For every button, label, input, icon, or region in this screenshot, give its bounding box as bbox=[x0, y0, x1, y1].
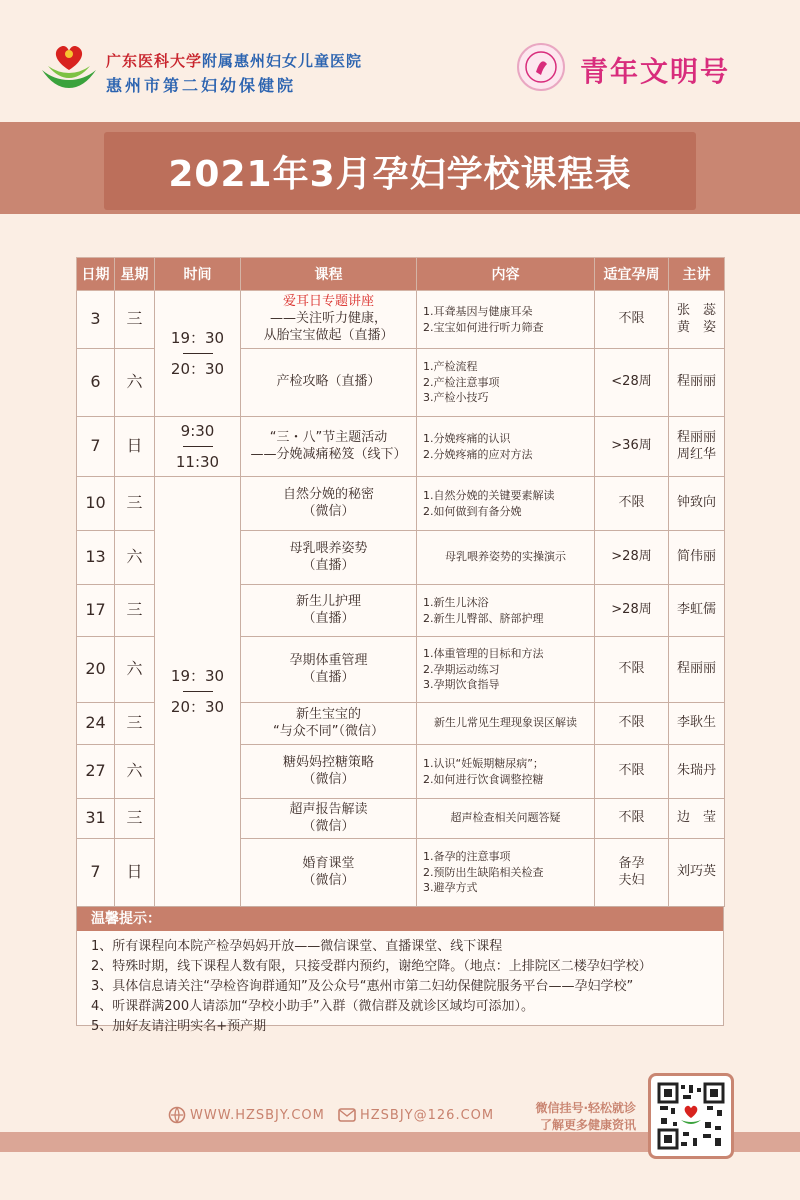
content-line: 2.新生儿臀部、脐部护理 bbox=[423, 611, 544, 625]
row-course bbox=[241, 637, 417, 703]
content-line: 2.如何做到有备分娩 bbox=[423, 504, 522, 518]
course-line: （直播） bbox=[302, 557, 355, 573]
row-week: 不限 bbox=[595, 799, 669, 839]
course-line: 孕期体重管理 bbox=[289, 652, 368, 668]
hospital-name-line1: 广东医科大学附属惠州妇女儿童医院 bbox=[106, 52, 363, 70]
row-speaker bbox=[669, 531, 725, 585]
row-week: 不限 bbox=[595, 637, 669, 703]
slogan-line: 了解更多健康资讯 bbox=[539, 1118, 636, 1132]
tips-panel bbox=[76, 906, 724, 1034]
row-date: 6 bbox=[77, 349, 115, 417]
time-dash bbox=[183, 353, 213, 354]
course-line: 产检攻略（直播） bbox=[276, 374, 381, 390]
time-end: 11:30 bbox=[175, 453, 220, 471]
tip-item: 4、听课群满200人请添加“孕校小助手”入群（微信群及就诊区域均可添加）。 bbox=[91, 999, 535, 1014]
time-dash bbox=[183, 691, 213, 692]
course-line: （微信） bbox=[302, 771, 355, 787]
time-end: 20：30 bbox=[170, 360, 225, 378]
content-line: 新生儿常见生理现象误区解读 bbox=[434, 716, 577, 730]
row-date: 7 bbox=[77, 839, 115, 907]
content-line: 1.分娩疼痛的认识 bbox=[423, 431, 511, 445]
row-weekday: 三 bbox=[115, 477, 155, 531]
header-date: 日期 bbox=[77, 258, 115, 291]
row-course bbox=[241, 531, 417, 585]
row-speaker bbox=[669, 839, 725, 907]
row-content bbox=[417, 477, 595, 531]
row-date: 3 bbox=[77, 291, 115, 349]
row-date: 31 bbox=[77, 799, 115, 839]
row-week: 不限 bbox=[595, 745, 669, 799]
row-course bbox=[241, 417, 417, 477]
row-speaker bbox=[669, 291, 725, 349]
header-content: 内容 bbox=[417, 258, 595, 291]
row-course bbox=[241, 745, 417, 799]
course-highlight: 爱耳日专题讲座 bbox=[282, 294, 374, 310]
email-link[interactable]: HZSBJY@126.COM bbox=[360, 1108, 495, 1123]
table-row bbox=[77, 417, 725, 477]
course-line: 新生儿护理 bbox=[295, 593, 361, 609]
tip-item: 2、特殊时期，线下课程人数有限，只接受群内预约，谢绝空降。（地点：上排院区二楼孕妇学校） bbox=[91, 959, 652, 974]
header-time: 时间 bbox=[155, 258, 241, 291]
header bbox=[0, 0, 800, 120]
content-line: 2.分娩疼痛的应对方法 bbox=[423, 447, 533, 461]
content-line: 2.产检注意事项 bbox=[423, 375, 500, 389]
tip-item: 1、所有课程向本院产检孕妈妈开放——微信课堂、直播课堂、线下课程 bbox=[91, 939, 503, 954]
header-weekday: 星期 bbox=[115, 258, 155, 291]
course-line: （直播） bbox=[302, 669, 355, 685]
header-week: 适宜孕周 bbox=[595, 258, 669, 291]
row-speaker bbox=[669, 585, 725, 637]
row-week: >36周 bbox=[595, 417, 669, 477]
row-content bbox=[417, 531, 595, 585]
row-content bbox=[417, 745, 595, 799]
hospital-name-line2: 惠州市第二妇幼保健院 bbox=[106, 76, 297, 95]
row-course bbox=[241, 291, 417, 349]
content-line: 3.产检小技巧 bbox=[423, 391, 489, 405]
email-icon bbox=[338, 1107, 356, 1123]
row-weekday: 三 bbox=[115, 585, 155, 637]
row-date: 17 bbox=[77, 585, 115, 637]
row-course bbox=[241, 799, 417, 839]
time-end: 20：30 bbox=[170, 698, 225, 716]
table-header-row bbox=[77, 258, 725, 291]
table-row bbox=[77, 477, 725, 531]
speaker-name: 朱瑞丹 bbox=[676, 763, 716, 779]
globe-icon bbox=[168, 1106, 186, 1124]
row-date: 24 bbox=[77, 703, 115, 745]
course-line: （直播） bbox=[302, 610, 355, 626]
course-line: 糖妈妈控糖策略 bbox=[282, 754, 374, 770]
content-line: 1.认识“妊娠期糖尿病”； bbox=[423, 756, 544, 770]
course-line: 超声报告解读 bbox=[289, 801, 368, 817]
row-weekday: 三 bbox=[115, 291, 155, 349]
row-date: 13 bbox=[77, 531, 115, 585]
content-line: 1.体重管理的目标和方法 bbox=[423, 646, 544, 660]
time-slot bbox=[155, 477, 241, 907]
speaker-name: 程丽丽 bbox=[676, 429, 716, 445]
row-speaker bbox=[669, 799, 725, 839]
qr-code[interactable] bbox=[648, 1073, 734, 1159]
speaker-name: 刘巧英 bbox=[676, 864, 716, 880]
row-course bbox=[241, 703, 417, 745]
row-speaker bbox=[669, 637, 725, 703]
tips-list bbox=[77, 931, 723, 1037]
course-line: （微信） bbox=[302, 872, 355, 888]
row-weekday: 六 bbox=[115, 349, 155, 417]
time-start: 19：30 bbox=[170, 328, 225, 347]
content-line: 2.预防出生缺陷相关检查 bbox=[423, 865, 544, 879]
course-line: （微信） bbox=[302, 503, 355, 519]
row-speaker bbox=[669, 349, 725, 417]
row-date: 10 bbox=[77, 477, 115, 531]
row-speaker bbox=[669, 703, 725, 745]
row-content bbox=[417, 417, 595, 477]
content-line: 1.耳聋基因与健康耳朵 bbox=[423, 304, 533, 318]
speaker-name: 简伟丽 bbox=[676, 549, 716, 565]
row-date: 20 bbox=[77, 637, 115, 703]
course-line: 母乳喂养姿势 bbox=[289, 540, 368, 556]
course-line: ——分娩减痛秘笈（线下） bbox=[250, 446, 407, 462]
time-dash bbox=[183, 446, 213, 447]
speaker-name: 黄 姿 bbox=[676, 319, 716, 335]
row-course bbox=[241, 585, 417, 637]
course-line: ——关注听力健康， bbox=[269, 311, 387, 327]
page-title: 2021年3月孕妇学校课程表 bbox=[168, 154, 632, 195]
brand-title: 青年文明号 bbox=[580, 55, 731, 88]
speaker-name: 程丽丽 bbox=[676, 374, 716, 390]
website-link[interactable]: WWW.HZSBJY.COM bbox=[190, 1108, 325, 1123]
row-week: 备孕 夫妇 bbox=[595, 839, 669, 907]
row-weekday: 日 bbox=[115, 839, 155, 907]
course-line: 从胎宝宝做起（直播） bbox=[263, 327, 394, 343]
content-line: 2.孕期运动练习 bbox=[423, 662, 500, 676]
row-speaker bbox=[669, 417, 725, 477]
time-start: 9:30 bbox=[180, 421, 215, 440]
speaker-name: 李虹儒 bbox=[676, 602, 716, 618]
course-line: “三・八”节主题活动 bbox=[269, 429, 388, 445]
header-course: 课程 bbox=[241, 258, 417, 291]
row-weekday: 六 bbox=[115, 637, 155, 703]
speaker-name: 边 莹 bbox=[676, 810, 716, 826]
speaker-name: 李耿生 bbox=[676, 715, 716, 731]
content-line: 3.避孕方式 bbox=[423, 881, 478, 895]
youth-badge-icon bbox=[516, 42, 566, 92]
time-slot bbox=[155, 417, 241, 477]
row-course bbox=[241, 477, 417, 531]
speaker-name: 张 蕊 bbox=[676, 302, 716, 318]
footer-slogan bbox=[518, 1100, 636, 1134]
row-date: 27 bbox=[77, 745, 115, 799]
row-content bbox=[417, 799, 595, 839]
row-week: <28周 bbox=[595, 349, 669, 417]
time-slot bbox=[155, 291, 241, 417]
content-line: 1.备孕的注意事项 bbox=[423, 849, 511, 863]
hospital-logo-icon bbox=[38, 40, 100, 90]
row-speaker bbox=[669, 477, 725, 531]
content-line: 2.宝宝如何进行听力筛查 bbox=[423, 320, 544, 334]
content-line: 1.新生儿沐浴 bbox=[423, 595, 489, 609]
content-line: 2.如何进行饮食调整控糖 bbox=[423, 772, 544, 786]
tip-item: 3、具体信息请关注“孕检咨询群通知”及公众号“惠州市第二妇幼保健院服务平台——孕妇学校” bbox=[91, 979, 634, 994]
row-week: >28周 bbox=[595, 585, 669, 637]
course-line: 新生宝宝的 bbox=[295, 706, 361, 722]
row-week: 不限 bbox=[595, 291, 669, 349]
content-line: 3.孕期饮食指导 bbox=[423, 678, 500, 692]
time-start: 19：30 bbox=[170, 666, 225, 685]
content-line: 超声检查相关问题答疑 bbox=[450, 811, 561, 825]
content-line: 1.产检流程 bbox=[423, 359, 478, 373]
course-line: “与众不同”（微信） bbox=[273, 723, 384, 739]
course-line: 婚育课堂 bbox=[302, 855, 355, 871]
tips-title: 温馨提示： bbox=[77, 907, 723, 931]
course-line: （微信） bbox=[302, 818, 355, 834]
row-content bbox=[417, 291, 595, 349]
row-date: 7 bbox=[77, 417, 115, 477]
speaker-name: 钟致向 bbox=[676, 495, 716, 511]
row-weekday: 日 bbox=[115, 417, 155, 477]
row-weekday: 六 bbox=[115, 531, 155, 585]
row-content bbox=[417, 637, 595, 703]
course-line: 自然分娩的秘密 bbox=[282, 486, 374, 502]
row-content bbox=[417, 839, 595, 907]
row-week: 不限 bbox=[595, 477, 669, 531]
schedule-table bbox=[76, 257, 725, 907]
table-row bbox=[77, 291, 725, 349]
row-speaker bbox=[669, 745, 725, 799]
row-week: >28周 bbox=[595, 531, 669, 585]
header-speaker: 主讲 bbox=[669, 258, 725, 291]
tip-item: 5、加好友请注明实名+预产期 bbox=[91, 1019, 267, 1034]
row-content bbox=[417, 703, 595, 745]
content-line: 1.自然分娩的关键要素解读 bbox=[423, 488, 555, 502]
content-line: 母乳喂养姿势的实操演示 bbox=[445, 550, 566, 564]
row-course bbox=[241, 349, 417, 417]
qr-code-icon bbox=[657, 1082, 725, 1150]
row-content bbox=[417, 585, 595, 637]
row-weekday: 三 bbox=[115, 703, 155, 745]
speaker-name: 周红华 bbox=[676, 446, 716, 462]
row-course bbox=[241, 839, 417, 907]
slogan-line: 微信挂号·轻松就诊 bbox=[535, 1101, 636, 1115]
row-content bbox=[417, 349, 595, 417]
row-week: 不限 bbox=[595, 703, 669, 745]
row-weekday: 三 bbox=[115, 799, 155, 839]
speaker-name: 程丽丽 bbox=[676, 661, 716, 677]
row-weekday: 六 bbox=[115, 745, 155, 799]
